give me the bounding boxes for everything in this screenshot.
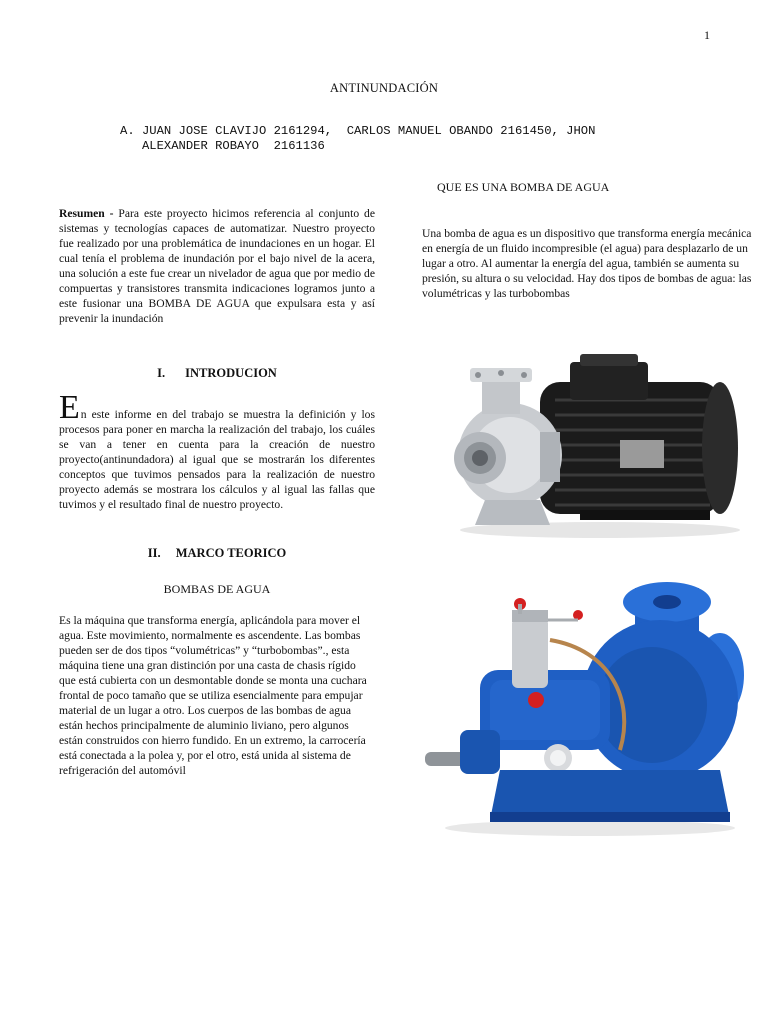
section-1-number: I. <box>157 366 166 380</box>
right-text: Una bomba de agua es un dispositivo que transforma energía mecánica en energía de un fluido incompresible (el agua) para desplazarlo de un lugar a otro. Al aumentar la energía del agua, también se aumenta su presión, su altura o su velocidad. Hay dos tipos de bombas de agua: las volumétricas y las turbobombas <box>422 227 752 300</box>
page-number: 1 <box>704 28 710 42</box>
document-title: ANTINUNDACIÓN <box>329 81 439 95</box>
section-2-subtitle: BOMBAS DE AGUA <box>163 582 271 596</box>
section-2-text: Es la máquina que transforma energía, aplicándola para mover el agua. Este movimiento, normalmente es ascendente. Las bombas pueden ser de dos tipos “volumétricas” y “turbobombas”., esta máquina tiene una gran distinción por una casta de chasis rígido que está cubierta con un desmontable donde se monta una cuchara frontal de poco tamaño que se utiliza esencialmente para empujar material de un lugar a otro. Los cuerpos de las bombas de agua están hechos principalmente de aluminio liviano, pero algunos están construidos con hierro fundido. En un extremo, la carrocería está conectada a la polea y, por el otro, está unida al sistema de refrigeración del automóvil <box>59 614 367 777</box>
abstract <box>59 206 375 326</box>
section-2-number: II. <box>147 546 161 560</box>
right-heading: QUE ES UNA BOMBA DE AGUA <box>437 180 610 194</box>
dropcap: E <box>59 389 80 426</box>
authors-line-2: ALEXANDER ROBAYO 2161136 <box>120 139 325 153</box>
abstract-label: Resumen - <box>59 207 114 220</box>
authors <box>120 124 640 154</box>
section-1-title: INTRODUCION <box>185 366 277 380</box>
section-1-body <box>59 389 375 512</box>
section-2-heading <box>59 546 375 561</box>
section-1-text: n este informe en del trabajo se muestra la definición y los procesos para poner en marcha la realización del trabajo, los cuáles se van a tener en cuenta para la creación de nuestro proyecto(antinundadora) al igual que se mostrarán los diferentes conceptos que tuvimos pensados para la realización de nuestro proyecto además se mostrara los cálculos y al igual las fallas que tuvimos y el resultado final de nuestro proyecto. <box>59 408 375 511</box>
section-2-title: MARCO TEORICO <box>175 546 287 560</box>
authors-line-1: A. JUAN JOSE CLAVIJO 2161294, CARLOS MANUEL OBANDO 2161450, JHON <box>120 124 596 138</box>
blue-pump-image <box>420 580 750 845</box>
abstract-text: Para este proyecto hicimos referencia al conjunto de sistemas y tecnologías capaces de automatizar. Nuestro proyecto fue realizado por una problemática de inundaciones en un hogar. El cual tenía el problema de inundación por el bajo nivel de la acera, una solución a este fue crear un nivelador de agua que por medio de compuertas y transistores transmita indicaciones logramos junto a este fusionar una BOMBA DE AGUA que expulsara esta y así prevenir la inundación <box>59 207 375 325</box>
section-1-heading <box>59 366 375 381</box>
steel-pump-image <box>430 340 750 545</box>
